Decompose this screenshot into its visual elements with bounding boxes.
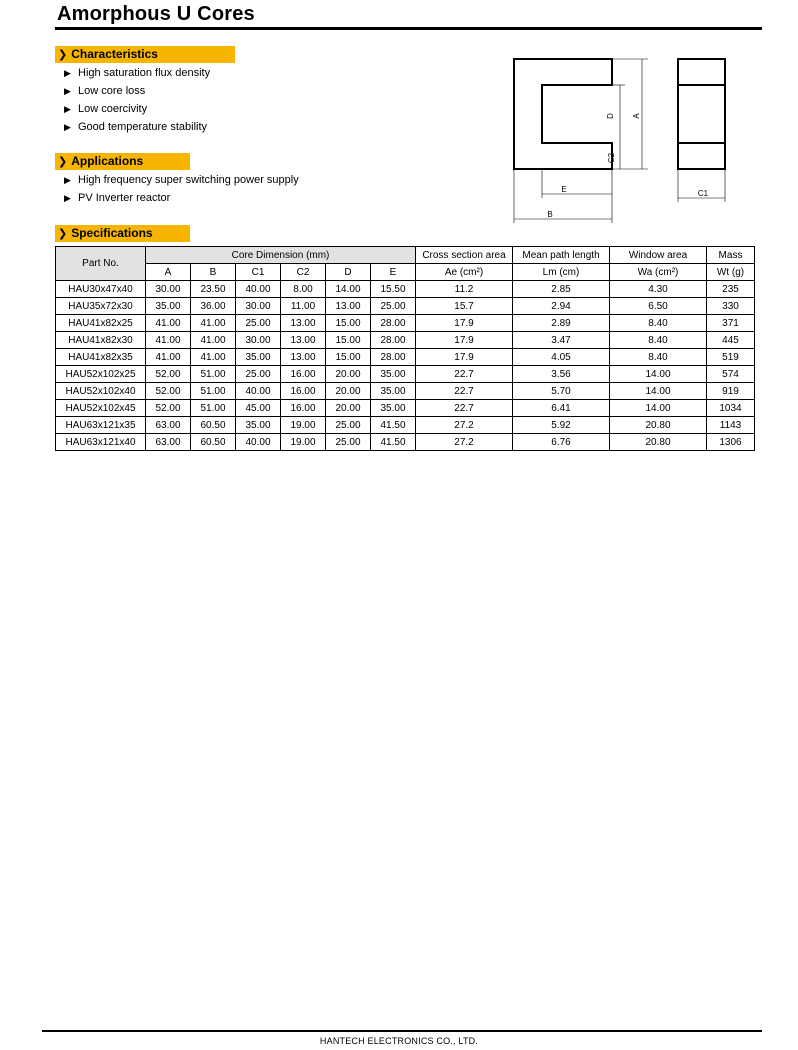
- header-window: Window area: [610, 247, 707, 264]
- table-cell: 1143: [707, 417, 755, 434]
- table-cell: 25.00: [236, 315, 281, 332]
- table-cell: 22.7: [416, 400, 513, 417]
- table-cell: 16.00: [281, 383, 326, 400]
- table-cell: 3.47: [513, 332, 610, 349]
- table-cell: 14.00: [610, 383, 707, 400]
- table-cell: 17.9: [416, 349, 513, 366]
- table-cell: 20.80: [610, 434, 707, 451]
- table-cell: 1034: [707, 400, 755, 417]
- table-cell: 11.2: [416, 281, 513, 298]
- header-mean-path: Mean path length: [513, 247, 610, 264]
- table-cell: 28.00: [371, 332, 416, 349]
- table-cell: 51.00: [191, 400, 236, 417]
- table-cell: 41.00: [146, 349, 191, 366]
- header-dim-a: A: [146, 264, 191, 281]
- table-cell: 5.92: [513, 417, 610, 434]
- table-row: [56, 383, 755, 400]
- table-cell: 35.00: [236, 349, 281, 366]
- header-wa: Wa (cm²): [610, 264, 707, 281]
- table-cell: 41.00: [146, 332, 191, 349]
- table-cell: 63.00: [146, 434, 191, 451]
- triangle-bullet-icon: ▶: [64, 86, 71, 96]
- table-cell: 41.00: [191, 315, 236, 332]
- table-cell: 14.00: [610, 366, 707, 383]
- table-cell: HAU30x47x40: [56, 281, 146, 298]
- table-cell: HAU41x82x35: [56, 349, 146, 366]
- characteristics-list: [64, 64, 210, 136]
- table-cell: 35.00: [371, 383, 416, 400]
- dim-label-a: A: [632, 113, 641, 119]
- table-cell: 28.00: [371, 349, 416, 366]
- table-cell: HAU63x121x35: [56, 417, 146, 434]
- table-row: [56, 434, 755, 451]
- header-part-no: Part No.: [56, 247, 146, 281]
- table-cell: 11.00: [281, 298, 326, 315]
- table-cell: 5.70: [513, 383, 610, 400]
- table-cell: 27.2: [416, 417, 513, 434]
- table-cell: HAU52x102x25: [56, 366, 146, 383]
- table-cell: 2.94: [513, 298, 610, 315]
- table-cell: 445: [707, 332, 755, 349]
- table-cell: 3.56: [513, 366, 610, 383]
- table-cell: 519: [707, 349, 755, 366]
- dim-label-d: D: [606, 113, 615, 119]
- header-core-dimension: Core Dimension (mm): [146, 247, 416, 264]
- table-cell: 14.00: [326, 281, 371, 298]
- title-divider: [55, 27, 762, 30]
- table-cell: 19.00: [281, 417, 326, 434]
- table-cell: 35.00: [371, 366, 416, 383]
- table-cell: 51.00: [191, 383, 236, 400]
- table-cell: 36.00: [191, 298, 236, 315]
- table-cell: 8.40: [610, 332, 707, 349]
- triangle-bullet-icon: ▶: [64, 104, 71, 114]
- table-cell: 15.00: [326, 332, 371, 349]
- table-cell: HAU52x102x45: [56, 400, 146, 417]
- table-cell: 15.7: [416, 298, 513, 315]
- table-cell: 41.00: [191, 332, 236, 349]
- table-cell: 45.00: [236, 400, 281, 417]
- triangle-bullet-icon: ▶: [64, 122, 71, 132]
- list-item: ▶ Low coercivity: [64, 100, 210, 118]
- table-row: [56, 349, 755, 366]
- table-cell: 60.50: [191, 434, 236, 451]
- table-cell: 574: [707, 366, 755, 383]
- table-cell: 63.00: [146, 417, 191, 434]
- table-cell: 8.00: [281, 281, 326, 298]
- table-cell: 27.2: [416, 434, 513, 451]
- table-cell: 371: [707, 315, 755, 332]
- table-cell: 20.00: [326, 383, 371, 400]
- table-cell: 6.50: [610, 298, 707, 315]
- table-cell: 15.00: [326, 315, 371, 332]
- table-row: [56, 332, 755, 349]
- table-cell: 22.7: [416, 383, 513, 400]
- footer-company: HANTECH ELECTRONICS CO., LTD.: [319, 1036, 479, 1046]
- list-item: ▶ PV Inverter reactor: [64, 189, 299, 207]
- chevron-right-icon: ❯: [58, 156, 68, 168]
- table-row: [56, 315, 755, 332]
- table-cell: 2.85: [513, 281, 610, 298]
- u-core-front-outline: [514, 59, 612, 169]
- header-lm: Lm (cm): [513, 264, 610, 281]
- table-cell: 17.9: [416, 315, 513, 332]
- characteristics-heading: [55, 46, 235, 63]
- table-cell: 25.00: [326, 417, 371, 434]
- header-ae: Ae (cm²): [416, 264, 513, 281]
- u-core-dimension-diagram: [508, 50, 738, 225]
- table-cell: 13.00: [281, 332, 326, 349]
- footer-divider: [42, 1030, 762, 1032]
- table-cell: 1306: [707, 434, 755, 451]
- table-cell: 15.00: [326, 349, 371, 366]
- specifications-heading: [55, 225, 190, 242]
- u-core-side-outline: [678, 59, 725, 169]
- table-cell: HAU35x72x30: [56, 298, 146, 315]
- dim-label-e: E: [561, 185, 567, 194]
- table-cell: 25.00: [236, 366, 281, 383]
- table-cell: 14.00: [610, 400, 707, 417]
- table-row: [56, 366, 755, 383]
- table-cell: 52.00: [146, 400, 191, 417]
- applications-heading: [55, 153, 190, 170]
- table-cell: 41.50: [371, 417, 416, 434]
- table-cell: 6.41: [513, 400, 610, 417]
- triangle-bullet-icon: ▶: [64, 68, 71, 78]
- table-cell: 41.00: [191, 349, 236, 366]
- header-dim-c2: C2: [281, 264, 326, 281]
- header-cross-section: Cross section area: [416, 247, 513, 264]
- specifications-heading-label: Specifications: [71, 226, 153, 240]
- table-cell: 330: [707, 298, 755, 315]
- table-cell: 30.00: [236, 332, 281, 349]
- characteristics-heading-label: Characteristics: [71, 47, 158, 61]
- list-item: ▶ Good temperature stability: [64, 118, 210, 136]
- table-cell: 13.00: [281, 349, 326, 366]
- list-item: ▶ Low core loss: [64, 82, 210, 100]
- dim-label-c2: C2: [607, 152, 616, 164]
- triangle-bullet-icon: ▶: [64, 193, 71, 203]
- table-cell: 52.00: [146, 366, 191, 383]
- table-cell: 41.50: [371, 434, 416, 451]
- applications-heading-label: Applications: [71, 154, 144, 168]
- table-cell: 35.00: [236, 417, 281, 434]
- header-dim-d: D: [326, 264, 371, 281]
- table-cell: 16.00: [281, 400, 326, 417]
- table-cell: 60.50: [191, 417, 236, 434]
- table-cell: 22.7: [416, 366, 513, 383]
- list-item: ▶ High frequency super switching power supply: [64, 171, 299, 189]
- table-cell: 15.50: [371, 281, 416, 298]
- table-cell: 23.50: [191, 281, 236, 298]
- table-row: [56, 298, 755, 315]
- table-cell: 235: [707, 281, 755, 298]
- list-item: ▶ High saturation flux density: [64, 64, 210, 82]
- table-cell: 4.30: [610, 281, 707, 298]
- table-cell: 6.76: [513, 434, 610, 451]
- table-row: [56, 281, 755, 298]
- specifications-table: [55, 246, 755, 451]
- table-cell: 4.05: [513, 349, 610, 366]
- table-row: [56, 417, 755, 434]
- table-row: [56, 400, 755, 417]
- header-dim-e: E: [371, 264, 416, 281]
- table-cell: 35.00: [146, 298, 191, 315]
- table-cell: 40.00: [236, 281, 281, 298]
- table-cell: 25.00: [326, 434, 371, 451]
- table-cell: 40.00: [236, 434, 281, 451]
- table-cell: 35.00: [371, 400, 416, 417]
- dim-label-b: B: [547, 210, 553, 219]
- table-cell: HAU52x102x40: [56, 383, 146, 400]
- header-wt: Wt (g): [707, 264, 755, 281]
- table-cell: 28.00: [371, 315, 416, 332]
- table-cell: 20.00: [326, 366, 371, 383]
- table-cell: 17.9: [416, 332, 513, 349]
- table-cell: 13.00: [281, 315, 326, 332]
- table-cell: 52.00: [146, 383, 191, 400]
- table-cell: 25.00: [371, 298, 416, 315]
- chevron-right-icon: ❯: [58, 228, 68, 240]
- page-title: Amorphous U Cores: [57, 3, 255, 25]
- table-cell: 2.89: [513, 315, 610, 332]
- table-cell: 41.00: [146, 315, 191, 332]
- table-cell: 30.00: [146, 281, 191, 298]
- triangle-bullet-icon: ▶: [64, 175, 71, 185]
- table-cell: HAU41x82x30: [56, 332, 146, 349]
- table-cell: HAU41x82x25: [56, 315, 146, 332]
- table-cell: 20.00: [326, 400, 371, 417]
- dim-label-c1: C1: [697, 189, 709, 198]
- table-cell: 19.00: [281, 434, 326, 451]
- table-cell: 30.00: [236, 298, 281, 315]
- header-dim-b: B: [191, 264, 236, 281]
- table-cell: 16.00: [281, 366, 326, 383]
- table-cell: 8.40: [610, 315, 707, 332]
- table-cell: 13.00: [326, 298, 371, 315]
- chevron-right-icon: ❯: [58, 49, 68, 61]
- table-cell: 40.00: [236, 383, 281, 400]
- header-mass: Mass: [707, 247, 755, 264]
- table-cell: 20.80: [610, 417, 707, 434]
- table-cell: HAU63x121x40: [56, 434, 146, 451]
- table-cell: 8.40: [610, 349, 707, 366]
- table-cell: 51.00: [191, 366, 236, 383]
- table-cell: 919: [707, 383, 755, 400]
- applications-list: [64, 171, 299, 207]
- header-dim-c1: C1: [236, 264, 281, 281]
